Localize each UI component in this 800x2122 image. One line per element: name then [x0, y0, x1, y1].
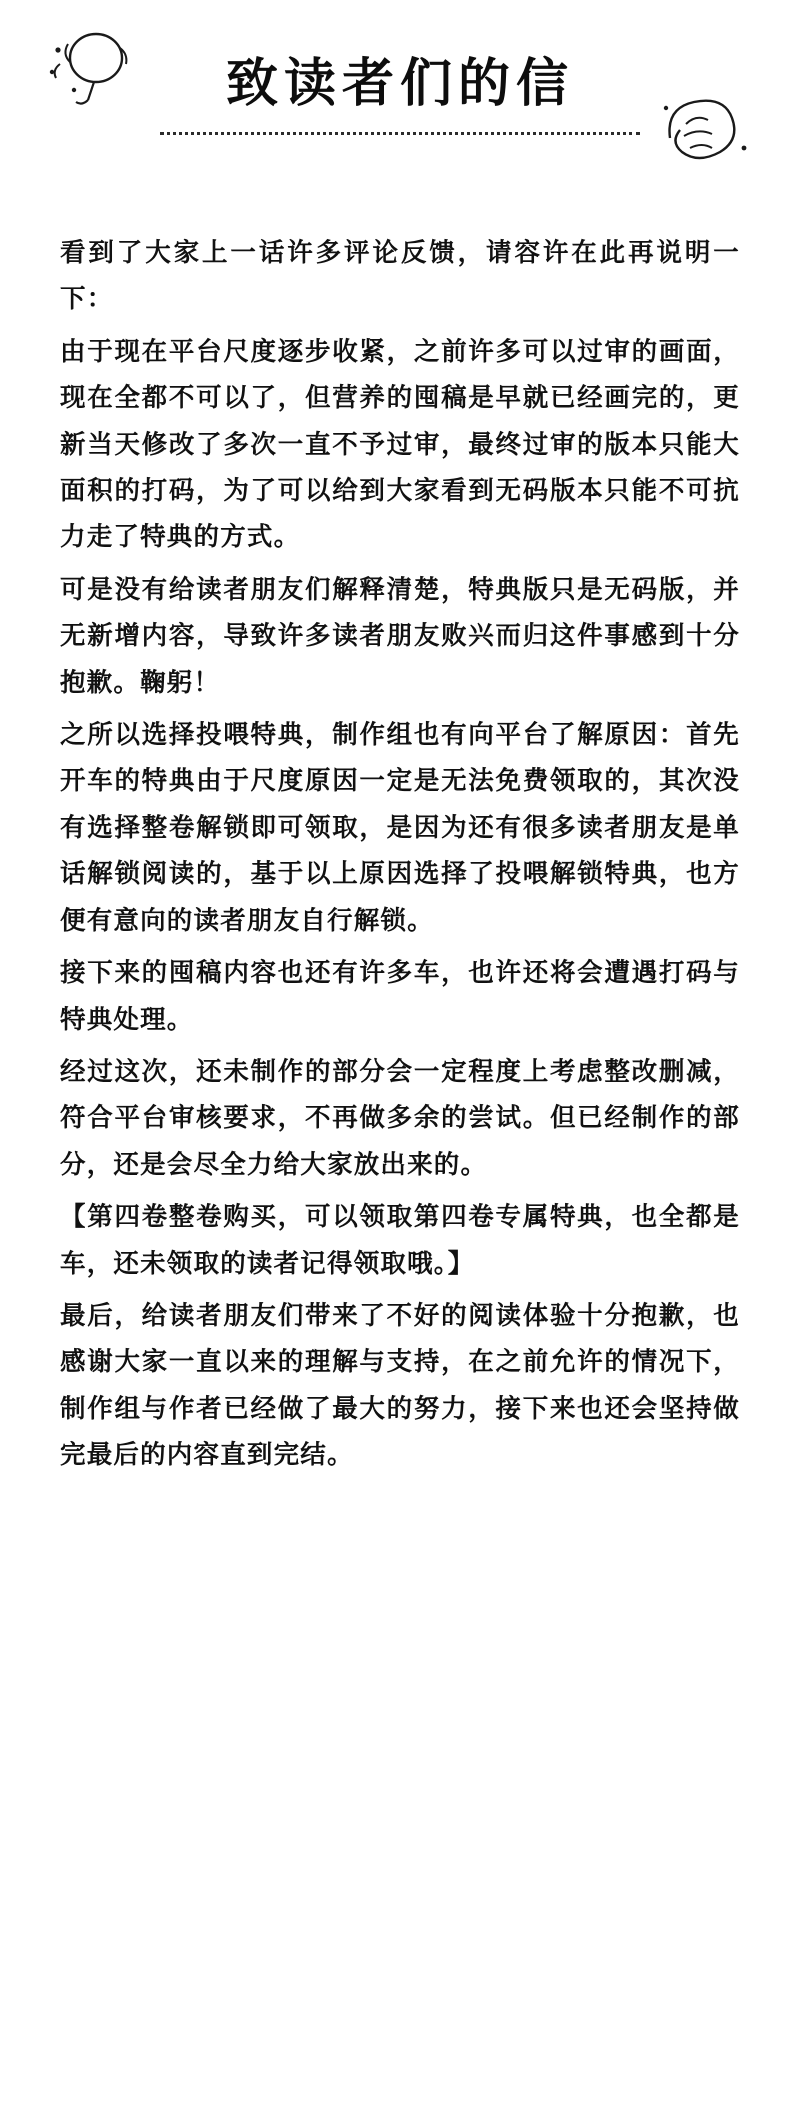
page-title: 致读者们的信: [225, 54, 574, 114]
letter-paragraph: 之所以选择投喂特典，制作组也有向平台了解原因：首先开车的特典由于尺度原因一定是无法免费领取的，其次没有选择整卷解锁即可领取，是因为还有很多读者朋友是单话解锁阅读的，基于以上原因选择了投喂解锁特典，也方便有意向的读者朋友自行解锁。: [60, 720, 740, 936]
letter-body: [0, 200, 800, 1539]
letter-paragraph: 经过这次，还未制作的部分会一定程度上考虑整改删减，符合平台审核要求，不再做多余的尝试。但已经制作的部分，还是会尽全力给大家放出来的。: [60, 1056, 740, 1180]
letter-paragraph: 【第四卷整卷购买，可以领取第四卷专属特典，也全都是车，还未领取的读者记得领取哦。】: [60, 1202, 740, 1279]
letter-paragraph: 由于现在平台尺度逐步收紧，之前许多可以过审的画面，现在全都不可以了，但营养的囤稿是早就已经画完的，更新当天修改了多次一直不予过审，最终过审的版本只能大面积的打码，为了可以给到大家看到无码版本只能不可抗力走了特典的方式。: [60, 336, 740, 553]
page-header: [0, 0, 800, 200]
letter-paragraph: 可是没有给读者朋友们解释清楚，特典版只是无码版，并无新增内容，导致许多读者朋友败兴而归这件事感到十分抱歉。鞠躬！: [60, 574, 740, 698]
letter-paragraph: 看到了大家上一话许多评论反馈，请容许在此再说明一下：: [60, 238, 740, 315]
title-divider: [160, 132, 640, 135]
letter-paragraph: 接下来的囤稿内容也还有许多车，也许还将会遭遇打码与特典处理。: [60, 958, 740, 1035]
letter-paragraph: 最后，给读者朋友们带来了不好的阅读体验十分抱歉，也感谢大家一直以来的理解与支持，在之前允许的情况下，制作组与作者已经做了最大的努力，接下来也还会坚持做完最后的内容直到完结。: [60, 1300, 740, 1471]
